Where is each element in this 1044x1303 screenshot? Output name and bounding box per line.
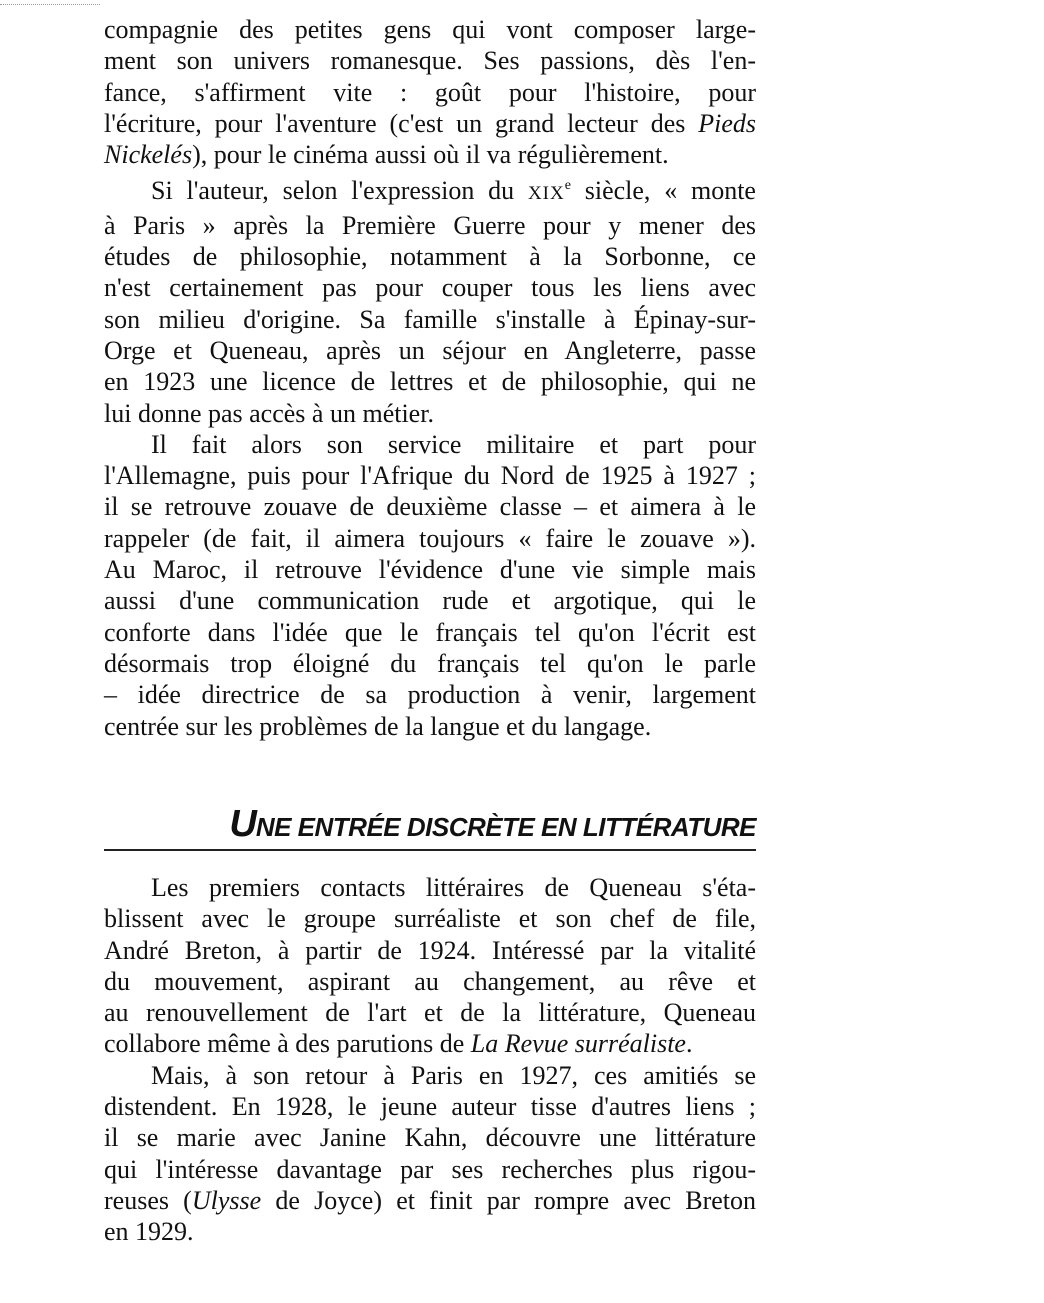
text-line bbox=[104, 1185, 756, 1216]
text-line: centrée sur les problèmes de la langue et du langage. bbox=[104, 711, 652, 741]
text-run: Si l'auteur, selon l'expression du bbox=[151, 176, 528, 206]
text-line: ment son univers romanesque. Ses passions, dès l'en- bbox=[104, 46, 756, 76]
text-line: il se marie avec Janine Kahn, découvre une littérature bbox=[104, 1123, 756, 1153]
paragraph-5 bbox=[104, 1060, 756, 1248]
text-line: André Breton, à partir de 1924. Intéressé par la vitalité bbox=[104, 935, 756, 965]
text-line bbox=[104, 1028, 756, 1059]
text-line: en 1923 une licence de lettres et de philosophie, qui ne bbox=[104, 367, 756, 397]
text-line: du mouvement, aspirant au changement, au rêve et bbox=[104, 966, 756, 996]
text-line: rappeler (de fait, il aimera toujours « faire le zouave »). bbox=[104, 523, 756, 553]
text-line: Mais, à son retour à Paris en 1927, ces amitiés se bbox=[151, 1060, 756, 1090]
paragraph-1 bbox=[104, 14, 756, 170]
section-title bbox=[104, 803, 756, 845]
top-rule bbox=[0, 4, 100, 5]
text-run: collabore même à des parutions de bbox=[104, 1029, 471, 1059]
text-line: Les premiers contacts littéraires de Queneau s'éta- bbox=[151, 873, 756, 902]
text-run: de Joyce) et finit par rompre avec Breton bbox=[261, 1185, 756, 1215]
section-2 bbox=[104, 872, 756, 1248]
section-1 bbox=[104, 14, 756, 742]
italic-title: Pieds bbox=[698, 108, 756, 138]
text-line: fance, s'affirment vite : goût pour l'histoire, pour bbox=[104, 77, 756, 107]
text-line: Orge et Queneau, après un séjour en Angleterre, passe bbox=[104, 335, 756, 365]
italic-title: Nickelés bbox=[104, 140, 193, 170]
title-initial: U bbox=[229, 803, 256, 845]
paragraph-4 bbox=[104, 872, 756, 1060]
text-run: l'écriture, pour l'aventure (c'est un grand lecteur des bbox=[104, 108, 699, 138]
text-line bbox=[104, 108, 756, 139]
text-line: aussi d'une communication rude et argotique, qui le bbox=[104, 586, 756, 616]
text-line: lui donne pas accès à un métier. bbox=[104, 398, 434, 428]
text-line: n'est certainement pas pour couper tous les liens avec bbox=[104, 273, 756, 303]
text-line: l'Allemagne, puis pour l'Afrique du Nord de 1925 à 1927 ; bbox=[104, 461, 756, 491]
heading-underline bbox=[104, 849, 756, 851]
paragraph-3 bbox=[104, 429, 756, 742]
superscript: e bbox=[564, 178, 571, 194]
text-run: siècle, « monte bbox=[570, 176, 756, 206]
text-line: Il fait alors son service militaire et part pour bbox=[151, 429, 756, 459]
italic-title: Ulysse bbox=[191, 1185, 262, 1215]
roman-numeral: XIX bbox=[527, 183, 565, 205]
section-heading bbox=[104, 803, 756, 851]
text-run: . bbox=[685, 1029, 693, 1059]
paragraph-2 bbox=[104, 170, 756, 428]
text-run: ), pour le cinéma aussi où il va régulièrement. bbox=[192, 140, 669, 170]
text-line: compagnie des petites gens qui vont composer large- bbox=[104, 15, 756, 44]
text-line bbox=[104, 139, 756, 170]
title-rest: NE ENTRÉE DISCRÈTE EN LITTÉRATURE bbox=[255, 812, 756, 842]
text-line: études de philosophie, notamment à la Sorbonne, ce bbox=[104, 242, 756, 272]
text-line: désormais trop éloigné du français tel qu'on le parle bbox=[104, 648, 756, 678]
text-line: – idée directrice de sa production à venir, largement bbox=[104, 680, 756, 710]
text-line: à Paris » après la Première Guerre pour y mener des bbox=[104, 210, 756, 240]
text-line: blissent avec le groupe surréaliste et son chef de file, bbox=[104, 904, 756, 934]
text-line bbox=[104, 170, 756, 209]
text-line: en 1929. bbox=[104, 1217, 194, 1247]
text-line: Au Maroc, il retrouve l'évidence d'une vie simple mais bbox=[104, 555, 756, 585]
text-line: son milieu d'origine. Sa famille s'installe à Épinay-sur- bbox=[104, 304, 756, 334]
text-line: qui l'intéresse davantage par ses recherches plus rigou- bbox=[104, 1154, 756, 1184]
text-line: il se retrouve zouave de deuxième classe – et aimera à le bbox=[104, 492, 756, 522]
italic-title: La Revue surréaliste bbox=[470, 1029, 686, 1059]
text-line: distendent. En 1928, le jeune auteur tisse d'autres liens ; bbox=[104, 1092, 756, 1122]
text-run: reuses ( bbox=[104, 1185, 192, 1215]
text-line: conforte dans l'idée que le français tel qu'on l'écrit est bbox=[104, 617, 756, 647]
text-line: au renouvellement de l'art et de la littérature, Queneau bbox=[104, 998, 756, 1028]
